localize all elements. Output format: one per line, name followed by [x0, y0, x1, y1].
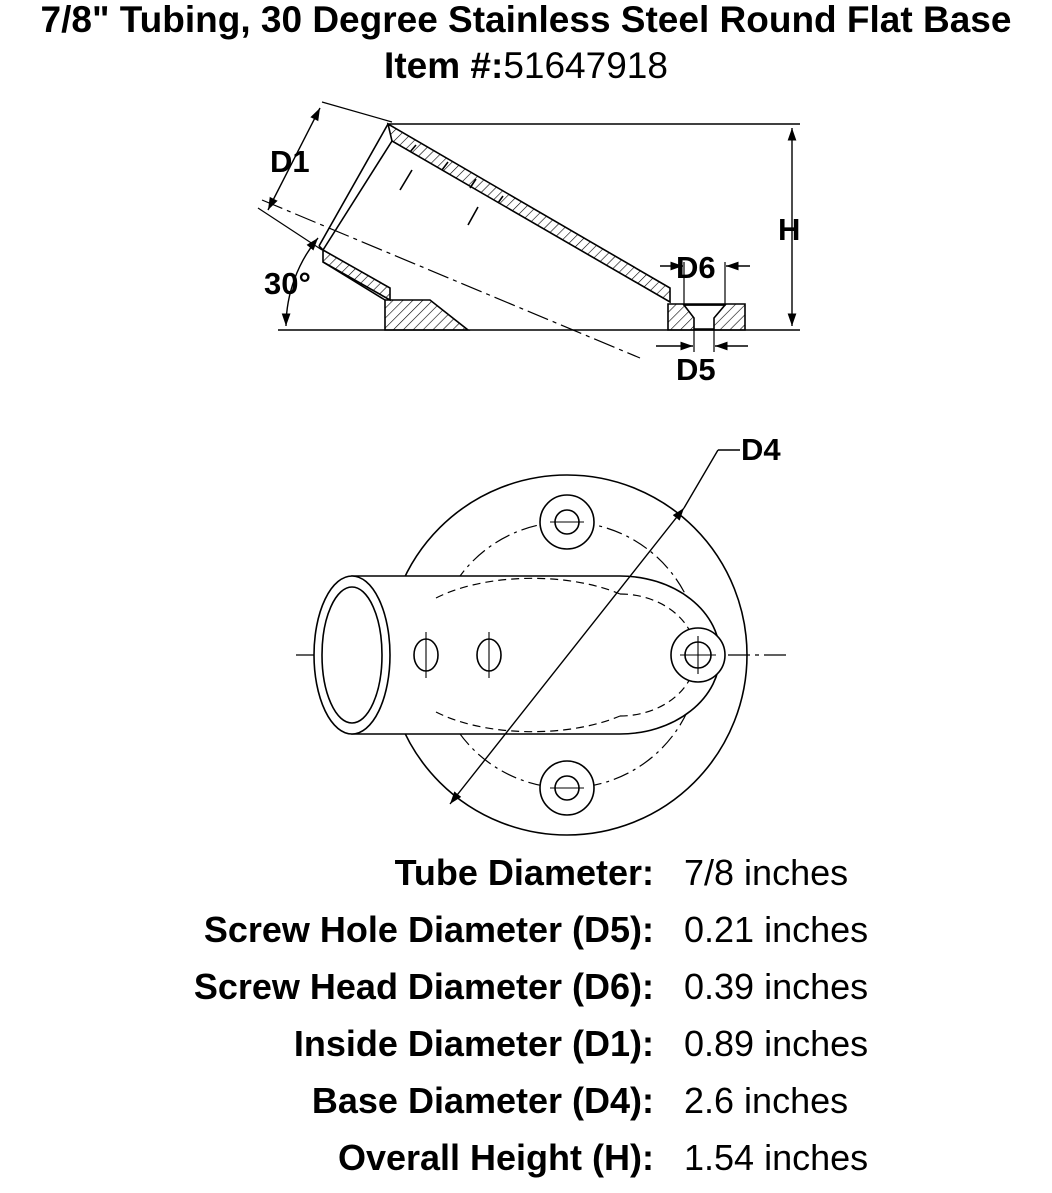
spec-row [0, 909, 1052, 965]
spec-row [0, 852, 1052, 908]
side-view [258, 102, 800, 358]
spec-value: 0.39 inches [684, 966, 869, 1007]
tube-centerline [262, 200, 640, 358]
d5-label: D5 [676, 352, 716, 387]
item-number-value: 51647918 [503, 45, 668, 86]
product-title: 7/8" Tubing, 30 Degree Stainless Steel Round Flat Base [40, 0, 1012, 40]
upper-tube-wall [388, 124, 670, 302]
spec-row [0, 1137, 1052, 1193]
spec-row [0, 966, 1052, 1022]
lower-tube-wall [323, 250, 390, 300]
spec-value: 7/8 inches [684, 852, 849, 893]
h-label: H [778, 212, 801, 247]
d4-label: D4 [741, 432, 781, 467]
tube-opening-edge [323, 141, 392, 250]
spec-label: Base Diameter (D4): [311, 1080, 654, 1121]
spec-label: Screw Head Diameter (D6): [193, 966, 654, 1007]
spec-label: Overall Height (H): [337, 1137, 654, 1178]
top-view [296, 450, 790, 835]
d1-label: D1 [270, 144, 310, 179]
d6-label: D6 [676, 250, 716, 285]
spec-value: 0.89 inches [684, 1023, 869, 1064]
spec-label: Inside Diameter (D1): [293, 1023, 654, 1064]
item-number-label: Item #: [384, 45, 504, 86]
spec-row [0, 1023, 1052, 1079]
angle-label: 30° [264, 266, 311, 301]
tube-end-outer [314, 576, 390, 734]
spec-row [0, 1080, 1052, 1136]
spec-value: 2.6 inches [684, 1080, 849, 1121]
spec-value: 0.21 inches [684, 909, 869, 950]
spec-label: Screw Hole Diameter (D5): [203, 909, 654, 950]
tube-body [352, 576, 720, 734]
spec-value: 1.54 inches [684, 1137, 869, 1178]
base-left-foot [385, 300, 468, 330]
spec-label: Tube Diameter: [394, 852, 654, 893]
